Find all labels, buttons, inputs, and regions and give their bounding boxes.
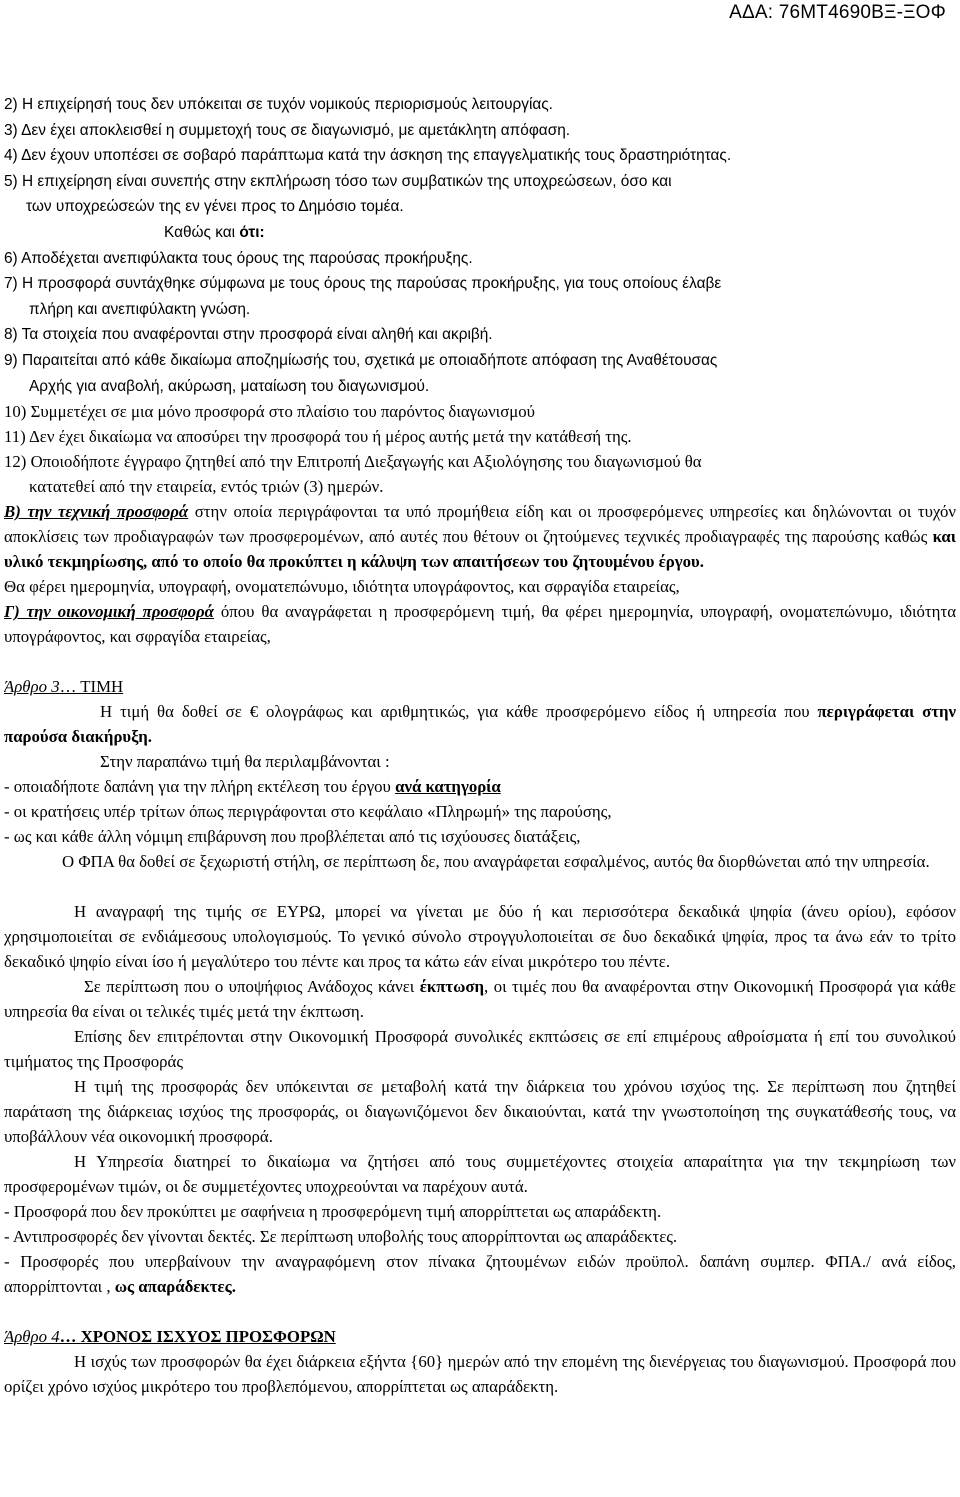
- condition-9-line1: 9) Παραιτείται από κάθε δικαίωμα αποζημίωσής του, σχετικά με οποιαδήποτε απόφαση της Αναθέτουσας: [4, 351, 718, 369]
- rejection-3: [4, 1249, 956, 1299]
- include-item-2: - οι κρατήσεις υπέρ τρίτων όπως περιγράφονται στο κεφάλαιο «Πληρωμή» της παρούσης,: [4, 802, 612, 822]
- include-item-1-bold: ανά κατηγορία: [395, 777, 501, 797]
- condition-9-line2: Αρχής για αναβολή, ακύρωση, ματαίωση του διαγωνισμού.: [29, 377, 430, 395]
- technical-offer-text: στην οποία περιγράφονται τα υπό προμήθεια είδη και οι προσφερόμενες υπηρεσίες και δηλώνονται οι τυχόν αποκλίσεις των προδιαγραφών των προσφερομένων, από αυτές που θέτουν οι ζητούμενες τεχνικές προδιαγραφές της παρούσης καθώς: [4, 502, 956, 547]
- condition-8: 8) Τα στοιχεία που αναφέρονται στην προσφορά είναι αληθή και ακριβή.: [4, 326, 493, 344]
- condition-10: 10) Συμμετέχει σε μια μόνο προσφορά στο πλαίσιο του παρόντος διαγωνισμού: [4, 402, 535, 422]
- article-4-label: Άρθρο 4: [4, 1327, 60, 1347]
- price-text: Η τιμή θα δοθεί σε € ολογράφως και αριθμητικώς, για κάθε προσφερόμενο είδος ή υπηρεσία που: [100, 702, 818, 722]
- price-includes: Στην παραπάνω τιμή θα περιλαμβάνονται :: [100, 752, 390, 772]
- euro-paragraph: Η αναγραφή της τιμής σε ΕΥΡΩ, μπορεί να γίνεται με δύο ή και περισσότερα δεκαδικά ψηφία (άνευ ορίου), εφόσον χρησιμοποιείται σε ενδιάμεσους υπολογισμούς. Το γενικό σύνολο στρογγυλοποιείται σε δυο δεκαδικά ψηφία, προς τα άνω εάν το τρίτο δεκαδικό ψηφίο είναι ίσο ή μεγαλύτερο του πέντε και προς τα κάτω εάν είναι μικρότερο του πέντε.: [4, 902, 956, 972]
- rejection-3-bold: ως απαράδεκτες.: [114, 1277, 236, 1297]
- validity-paragraph: Η ισχύς των προσφορών θα έχει διάρκεια εξήντα {60} ημερών από την επομένη της διενέργειας του διαγωνισμού. Προσφορά που ορίζει χρόνο ισχύος μικρότερο του προβλεπόμενου, απορρίπτεται ως απαράδεκτη.: [4, 1352, 956, 1397]
- condition-7-line2: πλήρη και ανεπιφύλακτη γνώση.: [29, 300, 251, 318]
- discount-paragraph: [4, 974, 956, 1024]
- article-4-title: … ΧΡΟΝΟΣ ΙΣΧΥΟΣ ΠΡΟΣΦΟΡΩΝ: [59, 1327, 336, 1347]
- condition-5-line1: 5) Η επιχείρηση είναι συνεπής στην εκπλήρωση τόσο των συμβατικών της υποχρεώσεων, όσο και: [4, 172, 672, 190]
- article-3-label: Άρθρο 3: [4, 677, 60, 697]
- technical-offer-bold: και υλικό τεκμηρίωσης, από το οποίο θα προκύπτει η κάλυψη των απαιτήσεων του ζητουμένου έργου.: [4, 527, 956, 572]
- condition-4: 4) Δεν έχουν υποπέσει σε σοβαρό παράπτωμα κατά την άσκηση της επαγγελματικής τους δραστηριότητας.: [4, 147, 732, 165]
- financial-offer-paragraph: [4, 599, 956, 649]
- discount-text-pre: Σε περίπτωση που ο υποψήφιος Ανάδοχος κάνει: [84, 977, 420, 997]
- article-3-title: … ΤΙΜΗ: [59, 677, 124, 697]
- oti-label: ότι:: [239, 223, 265, 241]
- discount-text-post: , οι τιμές που θα αναφέρονται στην Οικονομική Προσφορά για κάθε υπηρεσία θα είναι οι τελικές τιμές μετά την έκπτωση.: [4, 977, 956, 1022]
- vat-paragraph: Ο ΦΠΑ θα δοθεί σε ξεχωριστή στήλη, σε περίπτωση δε, που αναγράφεται εσφαλμένος, αυτός θα διορθώνεται από την υπηρεσία.: [62, 852, 930, 872]
- no-change-paragraph: Η τιμή της προσφοράς δεν υπόκεινται σε μεταβολή κατά την διάρκεια του χρόνου ισχύος της. Σε περίπτωση που ζητηθεί παράταση της διάρκειας ισχύος της προσφοράς, οι διαγωνιζόμενοι δεν δικαιούνται, κατά την γνωστοποίηση της συγκατάθεσής τους, να υποβάλλουν νέα οικονομική προσφορά.: [4, 1077, 956, 1147]
- technical-offer-paragraph: [4, 499, 956, 574]
- condition-11: 11) Δεν έχει δικαίωμα να αποσύρει την προσφορά του ή μέρος αυτής μετά την κατάθεσή της.: [4, 427, 632, 447]
- ada-code: ΑΔΑ: 76ΜΤ4690ΒΞ-ΞΟΦ: [729, 2, 946, 23]
- kathos-kai-oti: [4, 220, 956, 246]
- technical-offer-title: Β) την τεχνική προσφορά: [4, 502, 189, 522]
- condition-2: 2) Η επιχείρησή τους δεν υπόκειται σε τυχόν νομικούς περιορισμούς λειτουργίας.: [4, 96, 553, 113]
- discount-bold: έκπτωση: [419, 977, 485, 997]
- rejection-2: - Αντιπροσφορές δεν γίνονται δεκτές. Σε περίπτωση υποβολής τους απορρίπτονται ως απαράδεκτες.: [4, 1227, 678, 1247]
- condition-12-line1: 12) Οποιοδήποτε έγγραφο ζητηθεί από την Επιτροπή Διεξαγωγής και Αξιολόγησης του διαγωνισμού θα: [4, 452, 702, 472]
- rejection-3-text: - Προσφορές που υπερβαίνουν την αναγραφόμενη στον πίνακα ζητουμένων ειδών προϋπολ. δαπάνη συμπερ. ΦΠΑ./ ανά είδος, απορρίπτονται ,: [4, 1252, 956, 1297]
- price-paragraph: [4, 699, 956, 749]
- service-rights-paragraph: Η Υπηρεσία διατηρεί το δικαίωμα να ζητήσει από τους συμμετέχοντες στοιχεία απαραίτητα για την τεκμηρίωση των προσφερομένων τιμών, οι δε συμμετέχοντες υποχρεούνται να παρέχουν αυτά.: [4, 1152, 956, 1197]
- condition-12-line2: κατατεθεί από την εταιρεία, εντός τριών (3) ημερών.: [29, 477, 384, 497]
- price-bold: περιγράφεται στην παρούσα διακήρυξη.: [4, 702, 956, 747]
- conditions-list: [4, 92, 956, 399]
- include-item-1-text: - οποιαδήποτε δαπάνη για την πλήρη εκτέλεση του έργου: [4, 777, 396, 797]
- financial-offer-text: όπου θα αναγράφεται η προσφερόμενη τιμή, θα φέρει ημερομηνία, υπογραφή, ονοματεπώνυμο, ιδιότητα υπογράφοντος, και σφραγίδα εταιρείας,: [4, 602, 956, 647]
- condition-3: 3) Δεν έχει αποκλεισθεί η συμμετοχή τους σε διαγωνισμό, με αμετάκλητη απόφαση.: [4, 121, 571, 139]
- technical-signature-line: Θα φέρει ημερομηνία, υπογραφή, ονοματεπώνυμο, ιδιότητα υπογράφοντος, και σφραγίδα εταιρείας,: [4, 577, 680, 597]
- article-4-heading: [4, 1324, 956, 1349]
- rejection-1: - Προσφορά που δεν προκύπτει με σαφήνεια η προσφερόμενη τιμή απορρίπτεται ως απαράδεκτη.: [4, 1202, 662, 1222]
- condition-5-line2: των υποχρεώσεών της εν γένει προς το Δημόσιο τομέα.: [26, 198, 404, 216]
- article-3-heading: [4, 674, 956, 699]
- financial-offer-title: Γ) την οικονομική προσφορά: [4, 602, 214, 622]
- no-discount-paragraph: Επίσης δεν επιτρέπονται στην Οικονομική Προσφορά συνολικές εκπτώσεις σε επί επιμέρους αθροίσματα ή επί του συνολικού τιμήματος της Προσφοράς: [4, 1027, 956, 1072]
- include-item-3: - ως και κάθε άλλη νόμιμη επιβάρυνση που προβλέπεται από τις ισχύουσες διατάξεις,: [4, 827, 581, 847]
- serif-section: [4, 399, 956, 1399]
- condition-7-line1: 7) Η προσφορά συντάχθηκε σύμφωνα με τους όρους της παρούσας προκήρυξης, για τους οποίους έλαβε: [4, 275, 722, 293]
- condition-6: 6) Αποδέχεται ανεπιφύλακτα τους όρους της παρούσας προκήρυξης.: [4, 249, 473, 267]
- kathos-label: Καθώς και: [164, 223, 240, 241]
- document-body: [4, 92, 956, 1399]
- include-item-1: [4, 774, 956, 799]
